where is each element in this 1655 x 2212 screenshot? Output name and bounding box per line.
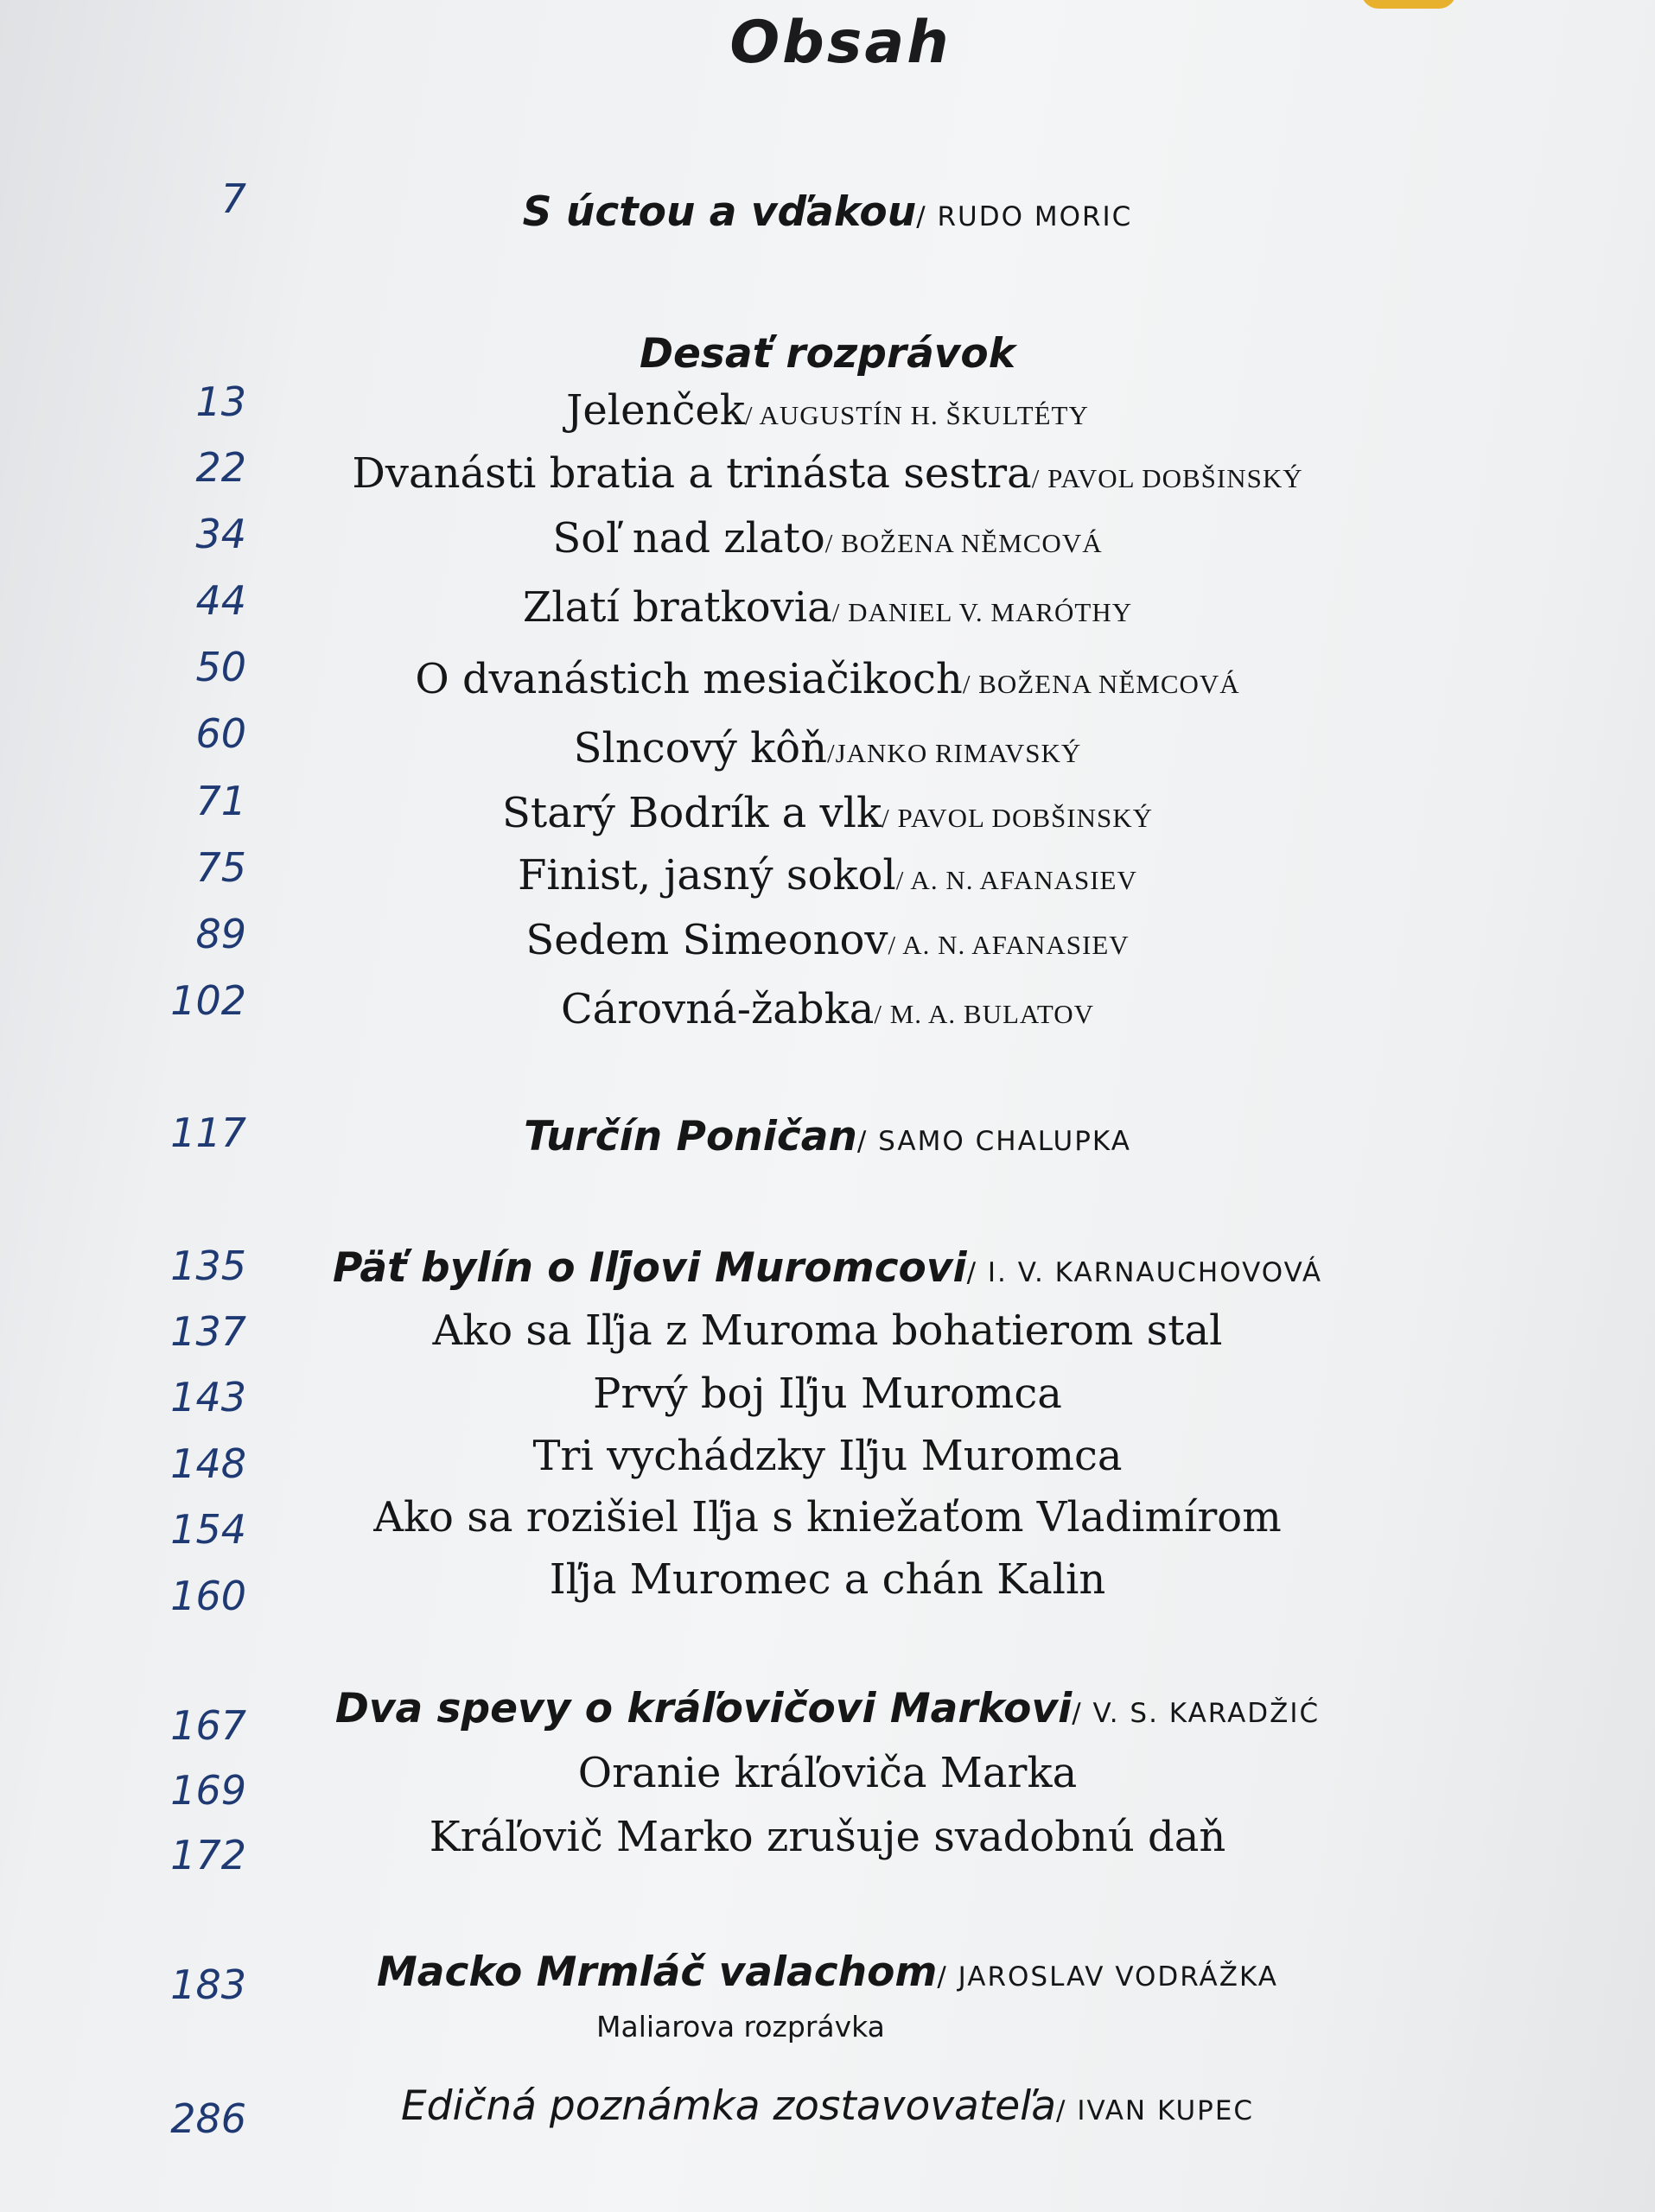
entry-author: / DANIEL V. MARÓTHY (831, 597, 1133, 627)
section-heading-ilja (0, 1244, 1655, 1292)
section-heading: Dva spevy o kráľovičovi Markovi (334, 1685, 1073, 1732)
entry-title: Cárovná-žabka (560, 985, 875, 1033)
toc-entry-turcin (0, 1113, 1655, 1160)
entry-title: Starý Bodrík a vlk (502, 789, 882, 837)
toc-entry-intro (0, 188, 1655, 236)
entry-title: Ako sa Iľja z Muroma bohatierom stal (432, 1306, 1223, 1355)
entry-author: / I. V. KARNAUCHOVOVÁ (966, 1257, 1323, 1288)
entry-title: S úctou a vďakou (522, 188, 917, 236)
entry-title: Tri vychádzky Iľju Muromca (532, 1432, 1123, 1480)
toc-entry (0, 514, 1655, 563)
page-number: 50 (195, 644, 246, 690)
toc-entry (0, 449, 1655, 498)
entry-author: / BOŽENA NĚMCOVÁ (824, 528, 1103, 558)
page-number: 7 (220, 175, 246, 222)
entry-author: / A. N. AFANASIEV (895, 865, 1137, 895)
page-number: 143 (170, 1374, 246, 1421)
toc-entry (0, 583, 1655, 632)
section-heading: Desať rozprávok (640, 330, 1015, 378)
page-number: 89 (195, 911, 246, 957)
entry-author: / SAMO CHALUPKA (856, 1126, 1131, 1157)
entry-author: /JANKO RIMAVSKÝ (826, 738, 1082, 768)
page-number: 13 (195, 378, 246, 425)
entry-title: Edičná poznámka zostavovateľa (400, 2082, 1057, 2130)
toc-entry (0, 1813, 1655, 1861)
section-heading-marko (0, 1685, 1655, 1732)
entry-author: / BOŽENA NĚMCOVÁ (962, 669, 1240, 699)
entry-title: Dvanásti bratia a trinásta sestra (352, 449, 1032, 498)
page-number: 44 (195, 577, 246, 624)
entry-author: / AUGUSTÍN H. ŠKULTÉTY (744, 400, 1089, 430)
corner-decoration (1361, 0, 1456, 9)
toc-entry (0, 386, 1655, 435)
entry-author: / RUDO MORIC (916, 201, 1133, 232)
entry-title: Iľja Muromec a chán Kalin (549, 1555, 1106, 1604)
entry-author: / V. S. KARADŽIĆ (1072, 1698, 1321, 1729)
toc-entry (0, 789, 1655, 837)
page-number: 172 (170, 1832, 246, 1878)
page-number: 169 (170, 1767, 246, 1814)
toc-entry (0, 916, 1655, 964)
page-number: 154 (170, 1506, 246, 1553)
entry-title: Ako sa rozišiel Iľja s kniežaťom Vladimírom (373, 1493, 1282, 1541)
page-number: 60 (195, 710, 246, 757)
entry-title: Sedem Simeonov (525, 916, 888, 964)
entry-title: Prvý boj Iľju Muromca (593, 1370, 1062, 1418)
toc-entry (0, 1493, 1655, 1541)
page-number: 75 (195, 844, 246, 891)
page-number: 183 (170, 1961, 246, 2008)
entry-author: / PAVOL DOBŠINSKÝ (1031, 463, 1303, 493)
entry-title: Oranie kráľoviča Marka (577, 1749, 1078, 1797)
entry-title: Zlatí bratkovia (522, 583, 832, 632)
page-number: 34 (195, 511, 246, 557)
toc-entry (0, 1306, 1655, 1355)
entry-title: Slncový kôň (573, 724, 827, 772)
toc-entry (0, 1370, 1655, 1418)
page-number: 71 (195, 778, 246, 824)
page-number: 117 (170, 1109, 246, 1156)
page-number: 286 (170, 2095, 246, 2142)
page-number: 22 (195, 444, 246, 491)
entry-author: / JAROSLAV VODRÁŽKA (937, 1961, 1278, 1993)
toc-entry (0, 985, 1655, 1033)
entry-title: Kráľovič Marko zrušuje svadobnú daň (429, 1813, 1226, 1861)
section-heading: Päť bylín o Iľjovi Muromcovi (332, 1244, 967, 1292)
page-number: 137 (170, 1308, 246, 1355)
toc-entry (0, 1432, 1655, 1480)
page-number: 102 (170, 977, 246, 1024)
entry-title: Macko Mrmláč valachom (377, 1948, 938, 1996)
toc-entry (0, 655, 1655, 703)
entry-author: / PAVOL DOBŠINSKÝ (882, 803, 1153, 833)
page-number: 167 (170, 1702, 246, 1749)
page-number: 148 (170, 1440, 246, 1487)
entry-title: Jelenček (566, 386, 745, 435)
entry-subtitle: Maliarova rozprávka (596, 2010, 885, 2044)
page-number: 160 (170, 1573, 246, 1619)
entry-author: / A. N. AFANASIEV (888, 930, 1130, 960)
toc-entry (0, 1749, 1655, 1797)
entry-author: / IVAN KUPEC (1056, 2095, 1255, 2126)
entry-author: / M. A. BULATOV (874, 999, 1095, 1029)
toc-entry (0, 851, 1655, 899)
toc-entry-edicna (0, 2082, 1655, 2130)
toc-entry (0, 1555, 1655, 1604)
page-title: Obsah (729, 9, 952, 77)
entry-title: O dvanástich mesiačikoch (415, 655, 963, 703)
toc-entry (0, 724, 1655, 772)
toc-entry-macko (0, 1948, 1655, 1996)
entry-title: Finist, jasný sokol (518, 851, 896, 899)
entry-title: Turčín Poničan (524, 1113, 857, 1160)
page-number: 135 (170, 1243, 246, 1289)
entry-title: Soľ nad zlato (552, 514, 825, 563)
